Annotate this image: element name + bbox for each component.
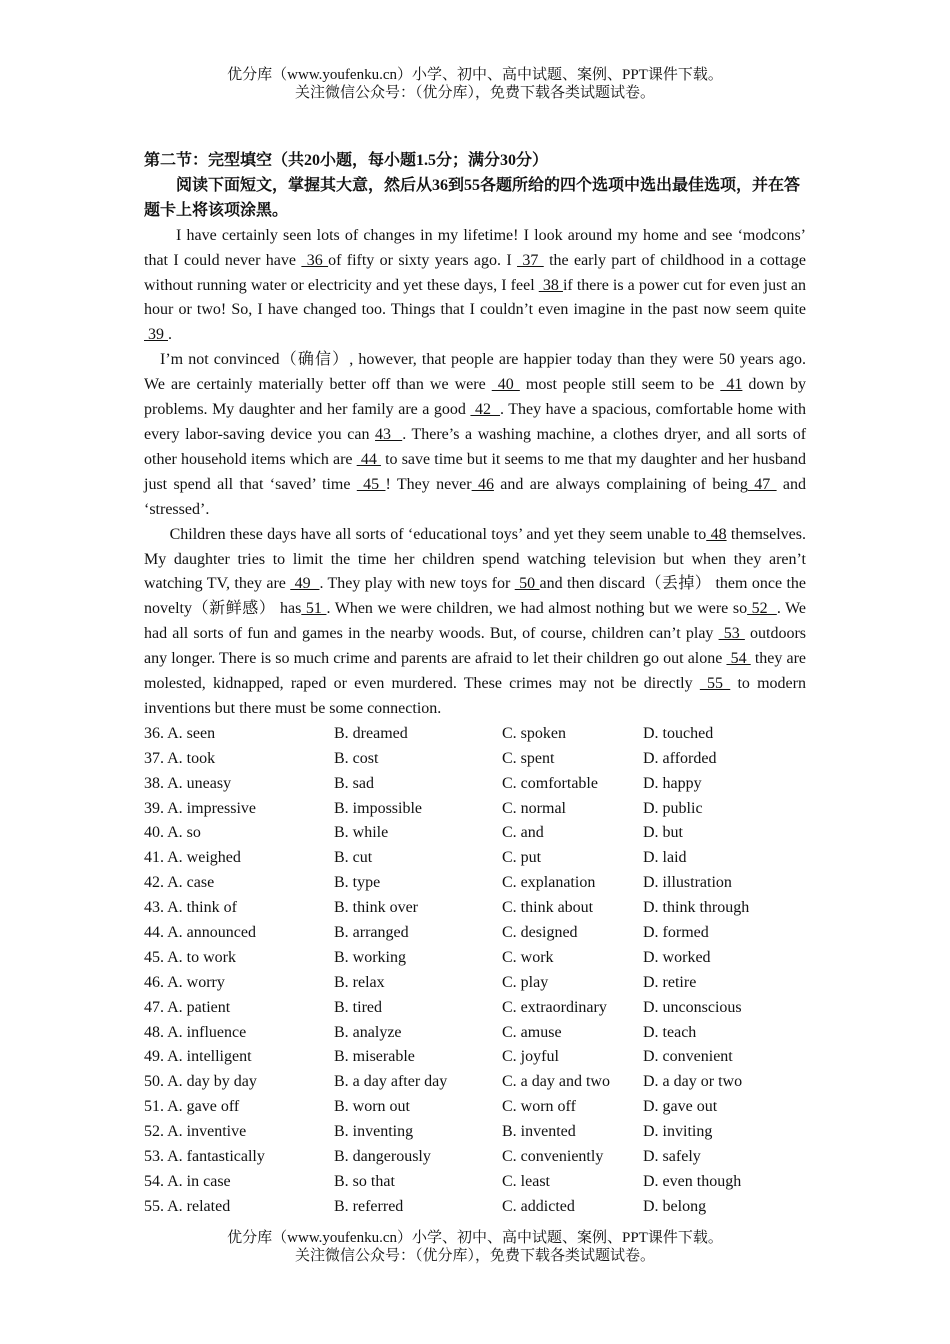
blank-46: 46	[471, 475, 494, 493]
section-instruction: 阅读下面短文，掌握其大意，然后从36到55各题所给的四个选项中选出最佳选项，并在答题卡上将该项涂黑。	[144, 176, 801, 219]
blank-39: 39	[144, 326, 168, 344]
option-d: D. inviting	[643, 1123, 713, 1141]
option-a: 50. A. day by day	[144, 1073, 257, 1091]
blank-37: 37	[517, 251, 544, 269]
option-row-49	[144, 1045, 806, 1070]
option-a: 43. A. think of	[144, 899, 237, 917]
option-row-38	[144, 772, 806, 797]
option-c: C. normal	[502, 799, 566, 817]
option-b: B. sad	[334, 774, 374, 792]
option-d: D. retire	[643, 973, 697, 991]
option-d: D. think through	[643, 899, 750, 917]
option-a: 44. A. announced	[144, 923, 256, 941]
option-row-36	[144, 722, 806, 747]
options-list	[144, 722, 806, 1220]
option-c: C. and	[502, 824, 544, 842]
option-a: 52. A. inventive	[144, 1123, 247, 1141]
option-a: 42. A. case	[144, 874, 215, 892]
option-c: C. spoken	[502, 724, 566, 742]
option-c: B. invented	[502, 1123, 576, 1141]
option-c: C. think about	[502, 899, 594, 917]
option-d: D. a day or two	[643, 1073, 743, 1091]
option-b: B. worn out	[334, 1098, 410, 1116]
option-row-50	[144, 1070, 806, 1095]
option-a: 36. A. seen	[144, 724, 216, 742]
option-b: B. so that	[334, 1172, 395, 1190]
option-b: B. working	[334, 948, 406, 966]
option-d: D. formed	[643, 923, 709, 941]
option-row-43	[144, 896, 806, 921]
option-a: 48. A. influence	[144, 1023, 247, 1041]
blank-45: 45	[356, 475, 386, 493]
blank-53: 53	[718, 625, 745, 643]
option-c: C. extraordinary	[502, 998, 607, 1016]
option-d: D. gave out	[643, 1098, 718, 1116]
option-c: C. comfortable	[502, 774, 598, 792]
option-a: 47. A. patient	[144, 998, 231, 1016]
blank-41: 41	[720, 376, 743, 394]
option-a: 37. A. took	[144, 749, 216, 767]
blank-36: 36	[301, 251, 329, 269]
blank-50: 50	[514, 575, 540, 593]
option-a: 54. A. in case	[144, 1172, 231, 1190]
option-a: 39. A. impressive	[144, 799, 256, 817]
option-d: D. but	[643, 824, 683, 842]
blank-52: 52	[747, 600, 777, 618]
option-row-51	[144, 1095, 806, 1120]
option-b: B. cost	[334, 749, 379, 767]
option-c: C. least	[502, 1172, 550, 1190]
blank-54: 54	[726, 650, 751, 668]
option-c: C. conveniently	[502, 1147, 604, 1165]
blank-38: 38	[538, 276, 563, 294]
option-c: C. a day and two	[502, 1073, 610, 1091]
blank-44: 44	[356, 450, 381, 468]
option-d: D. belong	[643, 1197, 707, 1215]
option-c: C. worn off	[502, 1098, 576, 1116]
option-c: C. explanation	[502, 874, 596, 892]
option-b: B. type	[334, 874, 381, 892]
option-d: D. public	[643, 799, 703, 817]
option-c: C. addicted	[502, 1197, 575, 1215]
option-row-47	[144, 996, 806, 1021]
option-d: D. even though	[643, 1172, 742, 1190]
option-row-37	[144, 747, 806, 772]
option-c: C. amuse	[502, 1023, 562, 1041]
option-a: 41. A. weighed	[144, 849, 241, 867]
option-d: D. afforded	[643, 749, 717, 767]
option-c: C. designed	[502, 923, 578, 941]
blank-48: 48	[706, 525, 727, 543]
blank-51: 51	[301, 600, 327, 618]
option-d: D. laid	[643, 849, 687, 867]
option-d: D. happy	[643, 774, 702, 792]
header-line-2: 关注微信公众号：（优分库），免费下载各类试题试卷。	[294, 85, 655, 101]
option-row-45	[144, 946, 806, 971]
option-d: D. unconscious	[643, 998, 742, 1016]
option-a: 40. A. so	[144, 824, 201, 842]
option-b: B. miserable	[334, 1048, 415, 1066]
option-row-44	[144, 921, 806, 946]
blank-43: 43	[375, 425, 403, 443]
option-b: B. relax	[334, 973, 385, 991]
exam-content	[144, 149, 806, 1220]
option-c: C. work	[502, 948, 554, 966]
page-header	[0, 66, 950, 102]
option-b: B. analyze	[334, 1023, 402, 1041]
option-c: C. joyful	[502, 1048, 559, 1066]
option-d: D. safely	[643, 1147, 701, 1165]
option-b: B. a day after day	[334, 1073, 448, 1091]
option-b: B. think over	[334, 899, 418, 917]
option-b: B. while	[334, 824, 389, 842]
blank-47: 47	[747, 475, 777, 493]
footer-line-2: 关注微信公众号：（优分库），免费下载各类试题试卷。	[294, 1248, 655, 1264]
option-a: 45. A. to work	[144, 948, 236, 966]
option-b: B. tired	[334, 998, 382, 1016]
blank-40: 40	[491, 376, 520, 394]
blank-55: 55	[699, 675, 731, 693]
option-row-40	[144, 821, 806, 846]
option-b: B. arranged	[334, 923, 409, 941]
option-b: B. referred	[334, 1197, 404, 1215]
option-c: C. put	[502, 849, 542, 867]
footer-line-1: 优分库（www.youfenku.cn）小学、初中、高中试题、案例、PPT课件下载。	[227, 1230, 723, 1246]
page-footer	[0, 1229, 950, 1265]
passage-paragraph-2: I’m not convinced（确信）, however, that people are happier today than they were 50 years ago. We are certainly materially better off than we were 40 most people still seem to be 41 down by problems. My daughter and her family are a good 42 . They have a spacious, comfortable home with every labor-saving device you can 43 . There’s a washing machine, a clothes dryer, and all sorts of other household items which are 44 to save time but it seems to me that my daughter and her husband just spend all that ‘saved’ time 45 ! They never 46 and are always complaining of being 47 and ‘stressed’.	[144, 351, 807, 518]
option-row-41	[144, 846, 806, 871]
option-row-48	[144, 1021, 806, 1046]
option-d: D. teach	[643, 1023, 697, 1041]
option-row-55	[144, 1195, 806, 1220]
option-a: 53. A. fantastically	[144, 1147, 265, 1165]
passage-paragraph-1: I have certainly seen lots of changes in my lifetime! I look around my home and see ‘modcons’ that I could never have 36 of fifty or sixty years ago. I 37 the early part of childhood in a cottage without running water or electricity and yet these days, I feel 38 if there is a power cut for even just an hour or two! So, I have changed too. Things that I couldn’t even imagine in the past now seem quite 39 .	[144, 226, 806, 344]
option-b: B. inventing	[334, 1123, 414, 1141]
blank-49: 49	[290, 575, 320, 593]
option-a: 38. A. uneasy	[144, 774, 232, 792]
option-b: B. impossible	[334, 799, 423, 817]
option-d: D. illustration	[643, 874, 732, 892]
option-row-54	[144, 1170, 806, 1195]
option-a: 51. A. gave off	[144, 1098, 240, 1116]
option-a: 55. A. related	[144, 1197, 231, 1215]
option-a: 49. A. intelligent	[144, 1048, 252, 1066]
option-d: D. touched	[643, 724, 714, 742]
option-row-52	[144, 1120, 806, 1145]
option-b: B. dreamed	[334, 724, 408, 742]
option-row-39	[144, 797, 806, 822]
option-c: C. spent	[502, 749, 555, 767]
option-c: C. play	[502, 973, 549, 991]
option-b: B. cut	[334, 849, 373, 867]
option-a: 46. A. worry	[144, 973, 225, 991]
option-d: D. worked	[643, 948, 711, 966]
header-line-1: 优分库（www.youfenku.cn）小学、初中、高中试题、案例、PPT课件下载。	[227, 67, 723, 83]
section-title: 第二节：完型填空（共20小题，每小题1.5分；满分30分）	[144, 152, 549, 169]
option-d: D. convenient	[643, 1048, 733, 1066]
blank-42: 42	[470, 401, 501, 419]
option-row-53	[144, 1145, 806, 1170]
option-b: B. dangerously	[334, 1147, 431, 1165]
passage-paragraph-3: Children these days have all sorts of ‘educational toys’ and yet they seem unable to 48 themselves. My daughter tries to limit the time her children spend watching television but when they aren’t watching TV, they are 49 . They play with new toys for 50 and then discard（丢掉） them once the novelty（新鲜感） has 51 . When we were children, we had almost nothing but we were so 52 . We had all sorts of fun and games in the nearby woods. But, of course, children can’t play 53 outdoors any longer. There is so much crime and parents are afraid to let their children go out alone 54 they are molested, kidnapped, raped or even murdered. These crimes may not be directly 55 to modern inventions but there must be some connection.	[144, 525, 807, 717]
option-row-46	[144, 971, 806, 996]
option-row-42	[144, 871, 806, 896]
